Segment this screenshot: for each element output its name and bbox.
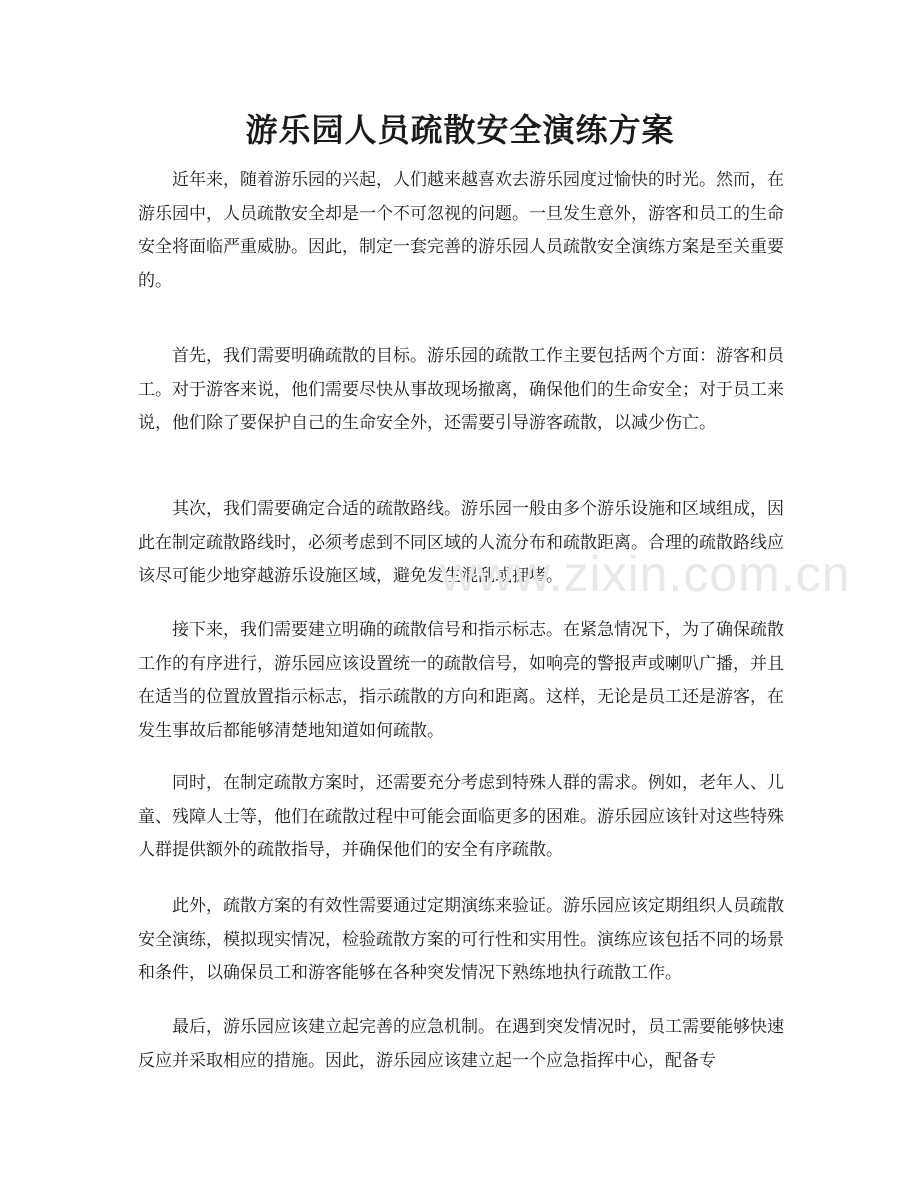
paragraph-signals: 接下来，我们需要建立明确的疏散信号和指示标志。在紧急情况下，为了确保疏散工作的有序进行，游乐园应该设置统一的疏散信号，如响亮的警报声或喇叭广播，并且在适当的位置放置指示标志，指示疏散的方向和距离。这样，无论是员工还是游客，在发生事故后都能够清楚地知道如何疏散。 [138,620,784,741]
paragraph-special-groups: 同时，在制定疏散方案时，还需要充分考虑到特殊人群的需求。例如，老年人、儿童、残障人士等，他们在疏散过程中可能会面临更多的困难。游乐园应该针对这些特殊人群提供额外的疏散指导，并确保他们的安全有序疏散。 [138,773,784,860]
paragraph-emergency: 最后，游乐园应该建立起完善的应急机制。在遇到突发情况时，员工需要能够快速反应并采取相应的措施。因此，游乐园应该建立起一个应急指挥中心，配备专 [138,1017,784,1071]
watermark: www.zixin.com.cn [440,546,851,602]
paragraph-goals: 首先，我们需要明确疏散的目标。游乐园的疏散工作主要包括两个方面：游客和员工。对于游客来说，他们需要尽快从事故现场撤离，确保他们的生命安全；对于员工来说，他们除了要保护自己的生命安全外，还需要引导游客疏散，以减少伤亡。 [138,346,784,433]
paragraph-routes: 其次，我们需要确定合适的疏散路线。游乐园一般由多个游乐设施和区域组成，因此在制定疏散路线时，必须考虑到不同区域的人流分布和疏散距离。合理的疏散路线应该尽可能少地穿越游乐设施区域，避免发生混乱或拥堵。 [138,499,784,586]
paragraph-intro: 近年来，随着游乐园的兴起，人们越来越喜欢去游乐园度过愉快的时光。然而，在游乐园中，人员疏散安全却是一个不可忽视的问题。一旦发生意外，游客和员工的生命安全将面临严重威胁。因此，制定一套完善的游乐园人员疏散安全演练方案是至关重要的。 [138,170,784,291]
document-title: 游乐园人员疏散安全演练方案 [245,111,675,149]
paragraph-drills: 此外，疏散方案的有效性需要通过定期演练来验证。游乐园应该定期组织人员疏散安全演练，模拟现实情况，检验疏散方案的可行性和实用性。演练应该包括不同的场景和条件，以确保员工和游客能够在各种突发情况下熟练地执行疏散工作。 [138,896,784,983]
